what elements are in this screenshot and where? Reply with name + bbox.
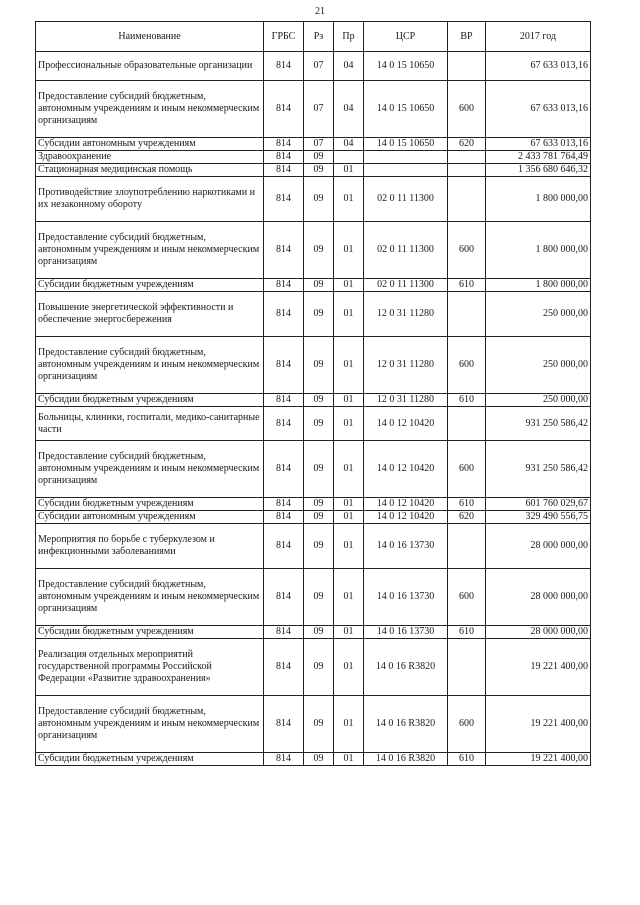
table-body [36,52,591,766]
cell-sum: 601 760 029,67 [486,498,591,511]
cell-sum: 67 633 013,16 [486,138,591,151]
table-row [36,337,591,394]
cell-rz: 09 [304,441,334,498]
cell-sum: 28 000 000,00 [486,524,591,569]
cell-name: Субсидии бюджетным учреждениям [36,498,264,511]
cell-pr: 01 [334,292,364,337]
table-row [36,626,591,639]
cell-name: Реализация отдельных мероприятий государственной программы Российской Федерации «Развитие здравоохранения» [36,639,264,696]
table-row [36,696,591,753]
cell-sum: 67 633 013,16 [486,81,591,138]
table-row [36,151,591,164]
table-row [36,524,591,569]
cell-sum: 1 800 000,00 [486,177,591,222]
cell-name: Субсидии бюджетным учреждениям [36,279,264,292]
cell-name: Предоставление субсидий бюджетным, автономным учреждениям и иным некоммерческим организациям [36,337,264,394]
table-row [36,441,591,498]
header-year: 2017 год [486,22,591,52]
header-csr: ЦСР [364,22,448,52]
cell-sum: 19 221 400,00 [486,696,591,753]
table-row [36,639,591,696]
header-rz: Рз [304,22,334,52]
cell-vr [448,52,486,81]
cell-csr [364,151,448,164]
cell-pr: 01 [334,222,364,279]
cell-name: Предоставление субсидий бюджетным, автономным учреждениям и иным некоммерческим организациям [36,696,264,753]
cell-grbs: 814 [264,337,304,394]
cell-csr: 14 0 16 13730 [364,626,448,639]
table-row [36,569,591,626]
cell-name: Предоставление субсидий бюджетным, автономным учреждениям и иным некоммерческим организациям [36,222,264,279]
cell-rz: 09 [304,569,334,626]
cell-rz: 09 [304,394,334,407]
budget-table [35,21,591,766]
cell-grbs: 814 [264,696,304,753]
page-number: 21 [315,6,325,17]
cell-name: Субсидии бюджетным учреждениям [36,626,264,639]
cell-vr: 620 [448,511,486,524]
cell-name: Повышение энергетической эффективности и обеспечение энергосбережения [36,292,264,337]
header-pr: Пр [334,22,364,52]
cell-name: Субсидии автономным учреждениям [36,511,264,524]
cell-vr [448,151,486,164]
cell-pr [334,151,364,164]
table-row [36,279,591,292]
table-row [36,164,591,177]
table-row [36,177,591,222]
cell-grbs: 814 [264,164,304,177]
cell-vr: 600 [448,81,486,138]
cell-name: Больницы, клиники, госпитали, медико-санитарные части [36,407,264,441]
cell-vr: 600 [448,441,486,498]
table-row [36,81,591,138]
cell-pr: 01 [334,279,364,292]
cell-rz: 09 [304,511,334,524]
header-grbs: ГРБС [264,22,304,52]
cell-sum: 1 800 000,00 [486,222,591,279]
cell-grbs: 814 [264,524,304,569]
cell-csr: 14 0 16 R3820 [364,696,448,753]
cell-grbs: 814 [264,279,304,292]
cell-rz: 09 [304,337,334,394]
cell-name: Предоставление субсидий бюджетным, автономным учреждениям и иным некоммерческим организациям [36,81,264,138]
cell-sum: 250 000,00 [486,337,591,394]
cell-grbs: 814 [264,569,304,626]
cell-csr: 14 0 12 10420 [364,511,448,524]
cell-vr: 610 [448,279,486,292]
cell-grbs: 814 [264,151,304,164]
cell-pr: 01 [334,626,364,639]
cell-grbs: 814 [264,81,304,138]
cell-rz: 09 [304,279,334,292]
cell-vr [448,177,486,222]
cell-vr: 600 [448,337,486,394]
cell-csr: 12 0 31 11280 [364,337,448,394]
cell-rz: 09 [304,753,334,766]
cell-csr: 14 0 15 10650 [364,81,448,138]
cell-grbs: 814 [264,292,304,337]
cell-rz: 07 [304,138,334,151]
cell-name: Здравоохранение [36,151,264,164]
cell-vr: 610 [448,626,486,639]
cell-sum: 931 250 586,42 [486,407,591,441]
cell-csr: 14 0 16 R3820 [364,639,448,696]
cell-rz: 09 [304,407,334,441]
cell-vr: 610 [448,394,486,407]
cell-rz: 09 [304,151,334,164]
cell-csr [364,164,448,177]
cell-grbs: 814 [264,52,304,81]
cell-vr: 600 [448,222,486,279]
header-name: Наименование [36,22,264,52]
cell-sum: 67 633 013,16 [486,52,591,81]
cell-pr: 01 [334,511,364,524]
cell-csr: 14 0 16 13730 [364,569,448,626]
cell-pr: 04 [334,52,364,81]
cell-rz: 09 [304,626,334,639]
cell-rz: 09 [304,498,334,511]
cell-grbs: 814 [264,394,304,407]
cell-name: Противодействие злоупотреблению наркотиками и их незаконному обороту [36,177,264,222]
table-row [36,52,591,81]
cell-csr: 14 0 12 10420 [364,498,448,511]
cell-vr [448,292,486,337]
cell-csr: 14 0 12 10420 [364,407,448,441]
cell-sum: 1 356 680 646,32 [486,164,591,177]
cell-pr: 01 [334,337,364,394]
cell-vr: 600 [448,696,486,753]
cell-sum: 1 800 000,00 [486,279,591,292]
cell-pr: 01 [334,569,364,626]
cell-vr [448,639,486,696]
cell-name: Предоставление субсидий бюджетным, автономным учреждениям и иным некоммерческим организациям [36,441,264,498]
cell-pr: 01 [334,177,364,222]
cell-csr: 14 0 16 13730 [364,524,448,569]
cell-name: Мероприятия по борьбе с туберкулезом и инфекционными заболеваниями [36,524,264,569]
cell-grbs: 814 [264,753,304,766]
cell-vr: 610 [448,753,486,766]
cell-sum: 250 000,00 [486,394,591,407]
cell-csr: 02 0 11 11300 [364,279,448,292]
cell-grbs: 814 [264,511,304,524]
cell-sum: 329 490 556,75 [486,511,591,524]
table-row [36,407,591,441]
cell-sum: 19 221 400,00 [486,639,591,696]
cell-name: Профессиональные образовательные организации [36,52,264,81]
cell-rz: 09 [304,696,334,753]
cell-pr: 01 [334,524,364,569]
cell-rz: 09 [304,222,334,279]
cell-sum: 931 250 586,42 [486,441,591,498]
cell-grbs: 814 [264,138,304,151]
cell-rz: 09 [304,292,334,337]
cell-pr: 04 [334,81,364,138]
cell-vr [448,164,486,177]
cell-csr: 14 0 15 10650 [364,52,448,81]
cell-rz: 09 [304,177,334,222]
cell-sum: 19 221 400,00 [486,753,591,766]
cell-name: Субсидии бюджетным учреждениям [36,753,264,766]
header-vr: ВР [448,22,486,52]
cell-name: Предоставление субсидий бюджетным, автономным учреждениям и иным некоммерческим организациям [36,569,264,626]
cell-csr: 14 0 15 10650 [364,138,448,151]
cell-sum: 28 000 000,00 [486,569,591,626]
cell-csr: 12 0 31 11280 [364,394,448,407]
cell-vr [448,407,486,441]
table-row [36,222,591,279]
cell-csr: 02 0 11 11300 [364,177,448,222]
cell-name: Субсидии автономным учреждениям [36,138,264,151]
cell-grbs: 814 [264,222,304,279]
cell-sum: 250 000,00 [486,292,591,337]
table-row [36,394,591,407]
table-row [36,292,591,337]
cell-grbs: 814 [264,177,304,222]
cell-pr: 01 [334,696,364,753]
cell-sum: 2 433 781 764,49 [486,151,591,164]
cell-rz: 09 [304,639,334,696]
cell-pr: 01 [334,441,364,498]
cell-pr: 01 [334,164,364,177]
table-row [36,511,591,524]
cell-sum: 28 000 000,00 [486,626,591,639]
cell-pr: 01 [334,753,364,766]
cell-csr: 14 0 12 10420 [364,441,448,498]
cell-vr: 600 [448,569,486,626]
table-row [36,498,591,511]
cell-vr: 610 [448,498,486,511]
cell-rz: 09 [304,164,334,177]
cell-csr: 12 0 31 11280 [364,292,448,337]
cell-pr: 01 [334,639,364,696]
cell-vr [448,524,486,569]
cell-pr: 01 [334,407,364,441]
cell-vr: 620 [448,138,486,151]
cell-pr: 01 [334,394,364,407]
cell-name: Субсидии бюджетным учреждениям [36,394,264,407]
table-row [36,138,591,151]
cell-grbs: 814 [264,639,304,696]
table-row [36,753,591,766]
cell-pr: 01 [334,498,364,511]
cell-rz: 07 [304,52,334,81]
cell-rz: 07 [304,81,334,138]
cell-rz: 09 [304,524,334,569]
cell-grbs: 814 [264,626,304,639]
cell-csr: 02 0 11 11300 [364,222,448,279]
cell-csr: 14 0 16 R3820 [364,753,448,766]
cell-name: Стационарная медицинская помощь [36,164,264,177]
cell-grbs: 814 [264,498,304,511]
cell-grbs: 814 [264,407,304,441]
table-header-row [36,22,591,52]
cell-grbs: 814 [264,441,304,498]
cell-pr: 04 [334,138,364,151]
